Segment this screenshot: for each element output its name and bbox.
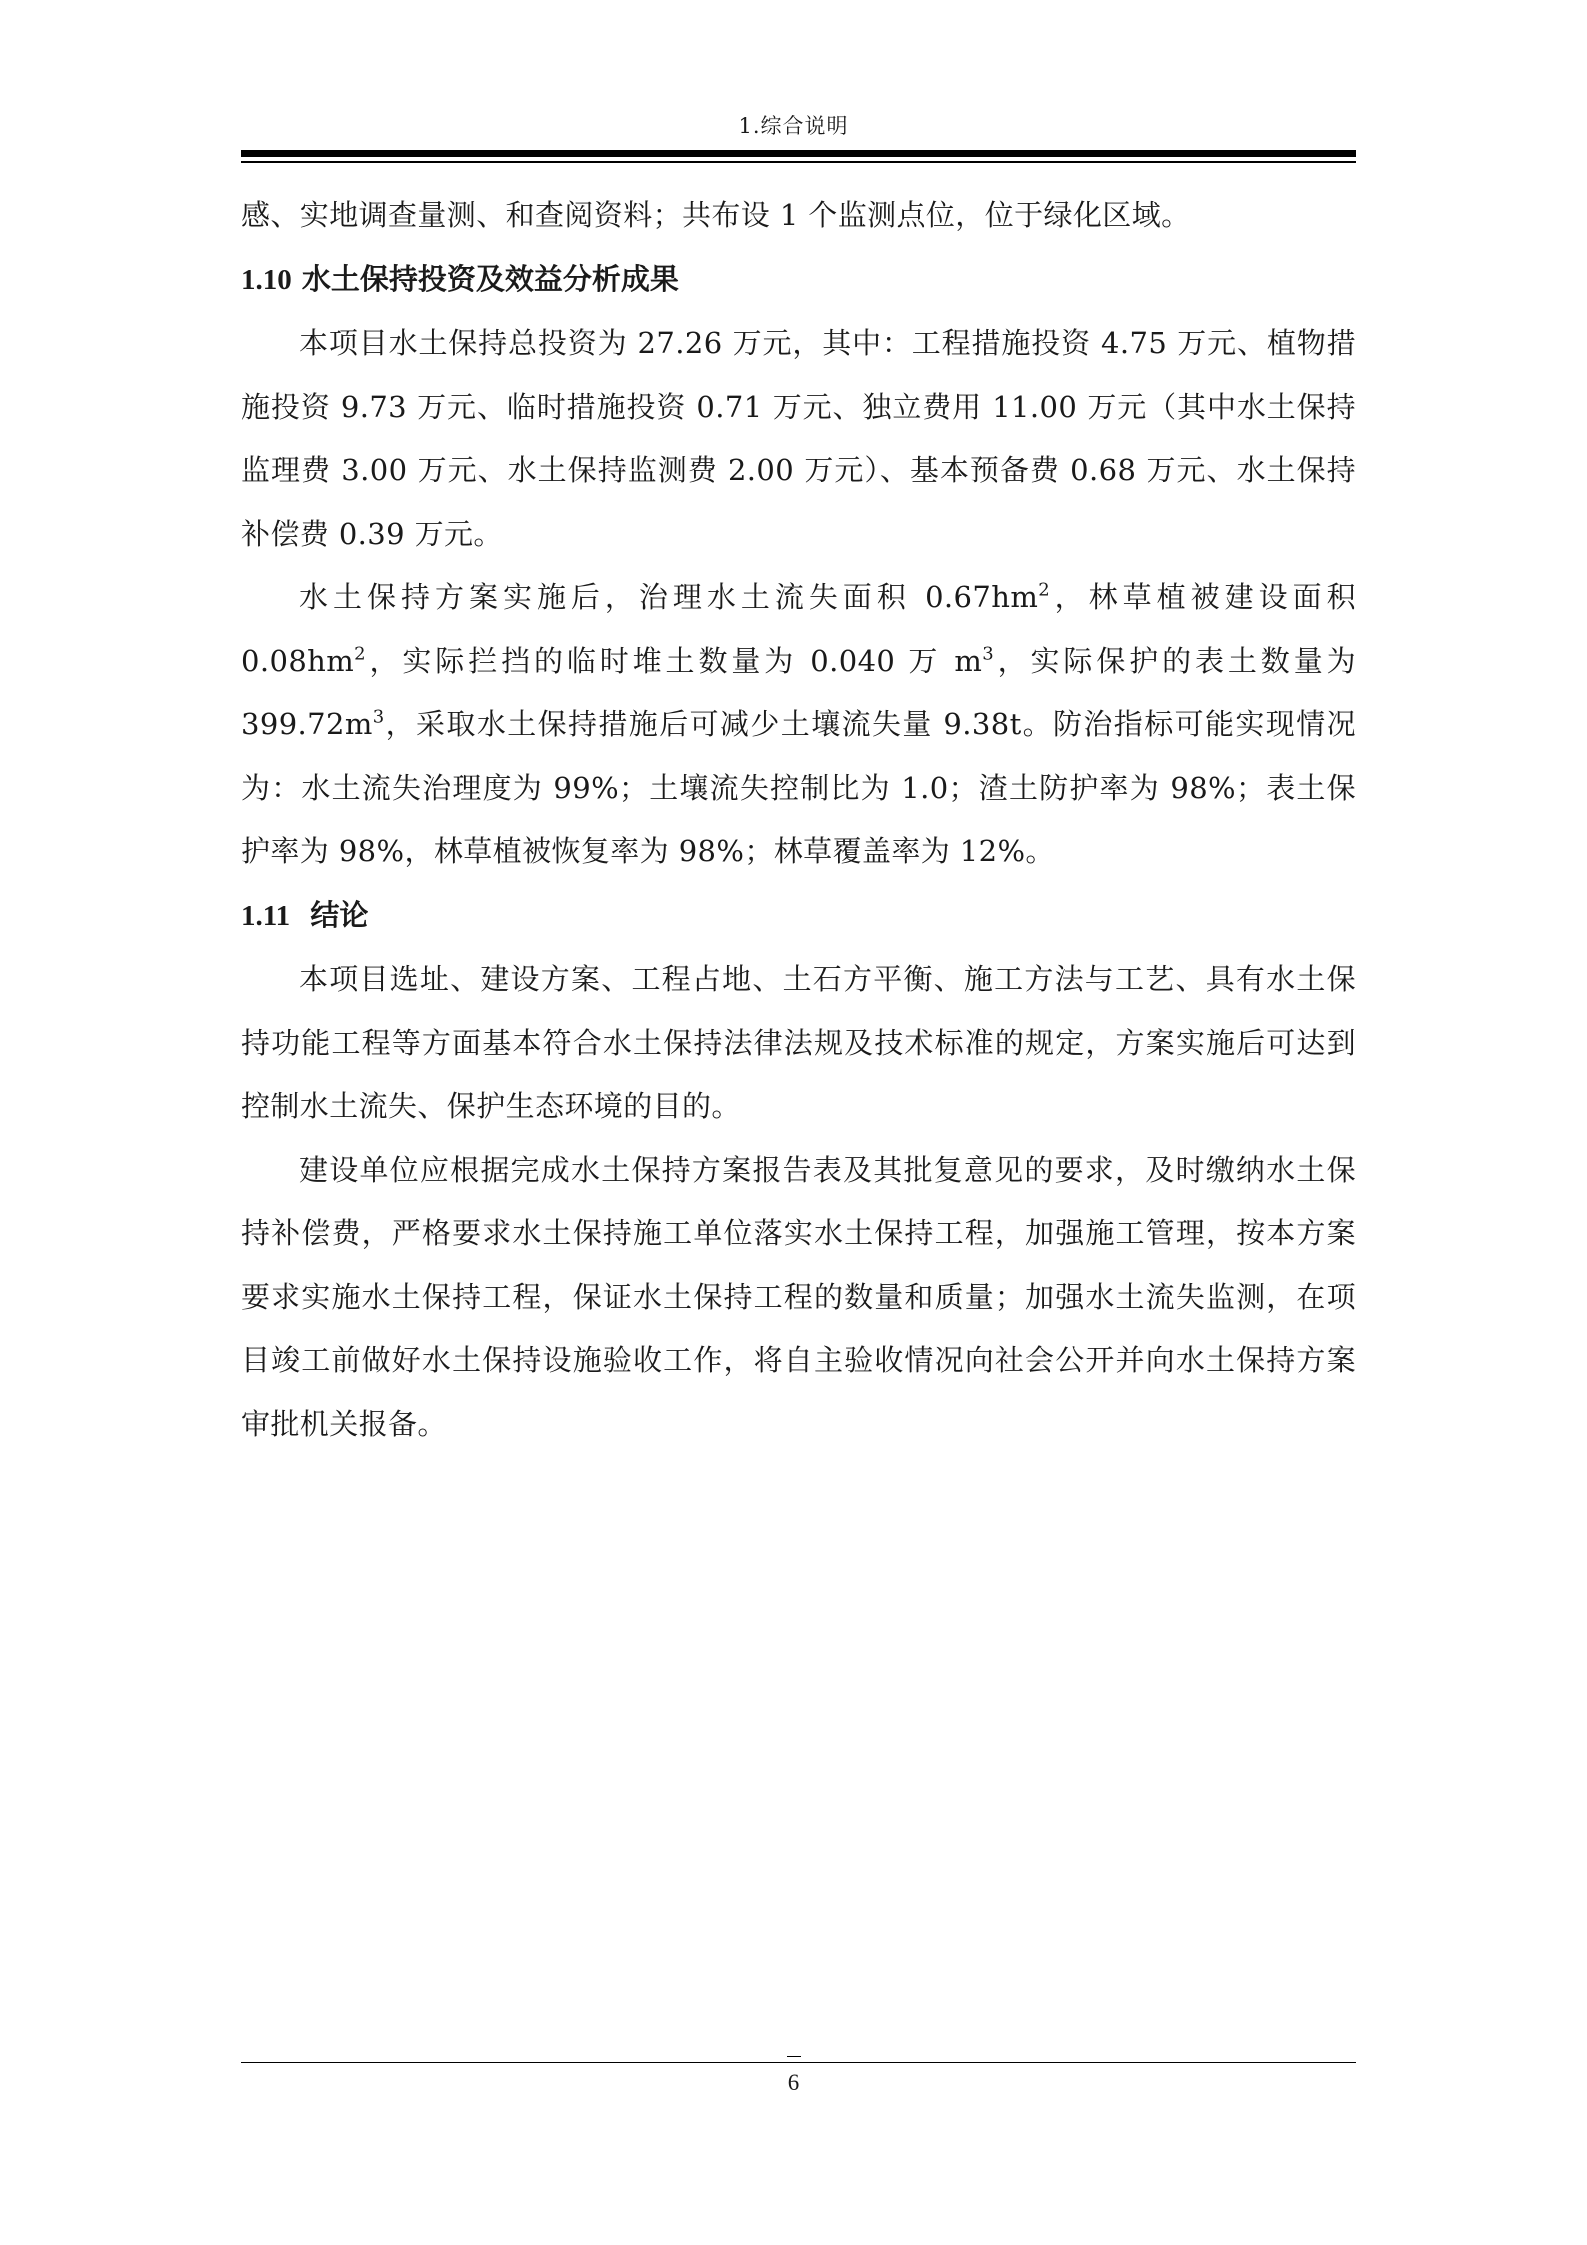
superscript-3a: 3 <box>982 642 995 664</box>
benefits-text-e: ，采取水土保持措施后可减少土壤流失量 9.38t。防治指标可能实现情况为：水土流失治理度为 99%；土壤流失控制比为 1.0；渣土防护率为 98%；表土保护率为 98%，林草植被恢复率为 98%；林草覆盖率为 12%。 <box>241 707 1356 868</box>
benefits-text-a: 水土保持方案实施后，治理水土流失面积 0.67hm <box>299 580 1039 614</box>
section-heading-1-10 <box>241 248 1356 313</box>
superscript-3b: 3 <box>372 706 385 728</box>
section-title-1-11: 结论 <box>290 897 369 932</box>
page-header-title: 1.综合说明 <box>738 114 849 138</box>
header-rule-thick <box>241 150 1356 157</box>
header-rule-thin <box>241 161 1356 163</box>
superscript-2b: 2 <box>354 642 366 664</box>
paragraph-conclusion: 本项目选址、建设方案、工程占地、土石方平衡、施工方法与工艺、具有水土保持功能工程等方面基本符合水土保持法律法规及技术标准的规定，方案实施后可达到控制水土流失、保护生态环境的目的。 <box>241 962 1356 1123</box>
benefits-text-b: ，林草植被建设面积 0.08hm <box>241 580 1356 678</box>
section-title-1-10: 水土保持投资及效益分析成果 <box>291 261 679 296</box>
benefits-text-d: ，实际保护的表土数量为 399.72m <box>241 643 1356 741</box>
superscript-2a: 2 <box>1038 579 1051 601</box>
section-heading-1-11 <box>241 884 1356 949</box>
paragraph-recommendations: 建设单位应根据完成水土保持方案报告表及其批复意见的要求，及时缴纳水土保持补偿费，严格要求水土保持施工单位落实水土保持工程，加强施工管理，按本方案要求实施水土保持工程，保证水土保持工程的数量和质量；加强水土流失监测，在项目竣工前做好水土保持设施验收工作，将自主验收情况向社会公开并向水土保持方案审批机关报备。 <box>241 1152 1356 1441</box>
paragraph-benefits <box>241 566 1356 884</box>
section-number-1-11: 1.11 <box>241 899 291 932</box>
footer-dash <box>787 2056 801 2057</box>
page-number: 6 <box>787 2070 800 2095</box>
document-body <box>241 184 1356 1456</box>
section-number-1-10: 1.10 <box>241 263 292 296</box>
benefits-text-c: ，实际拦挡的临时堆土数量为 0.040 万 m <box>366 643 983 678</box>
paragraph-investment: 本项目水土保持总投资为 27.26 万元，其中：工程措施投资 4.75 万元、植物措施投资 9.73 万元、临时措施投资 0.71 万元、独立费用 11.00 万元（其中水土保持监理费 3.00 万元、水土保持监测费 2.00 万元）、基本预备费 0.68 万元、水土保持补偿费 0.39 万元。 <box>241 326 1356 551</box>
footer-rule <box>241 2062 1356 2063</box>
paragraph-monitoring-continued: 感、实地调查量测、和查阅资料；共布设 1 个监测点位，位于绿化区域。 <box>241 198 1191 232</box>
